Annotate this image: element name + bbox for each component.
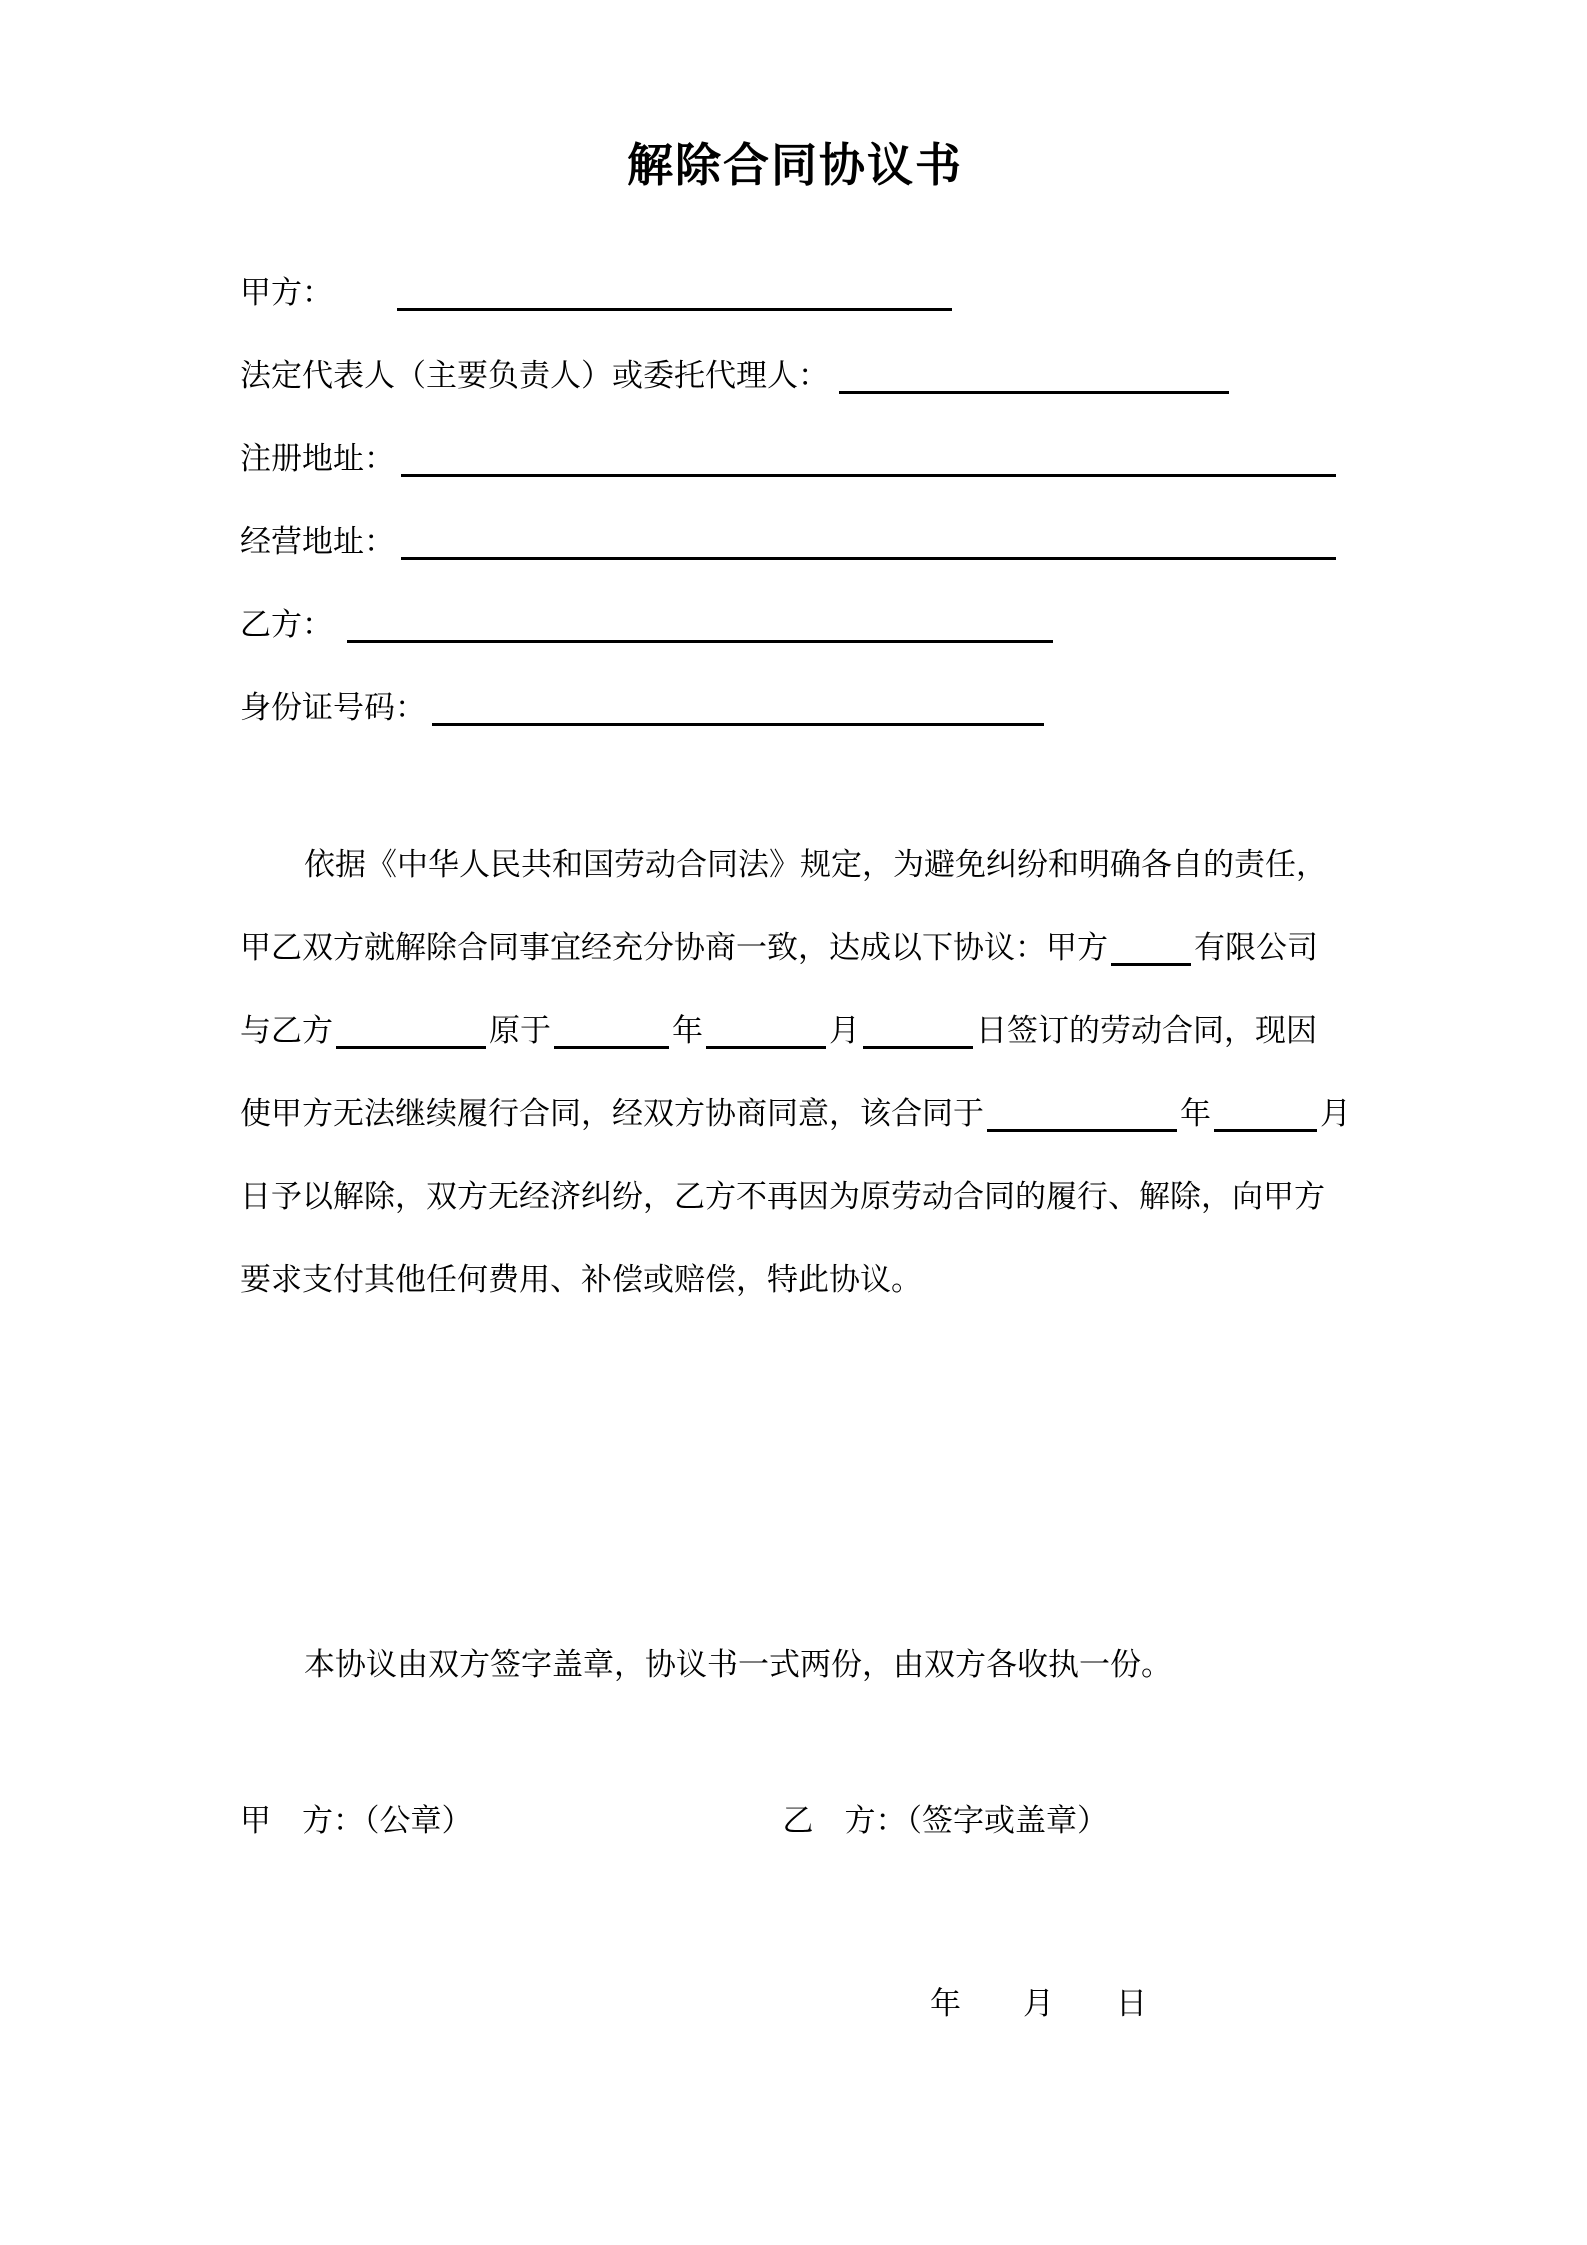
- business-address-label: 经营地址：: [240, 524, 395, 560]
- body-line-4-text-1: 使甲方无法继续履行合同，经双方协商同意，该合同于: [240, 1096, 984, 1132]
- legal-representative-blank-line[interactable]: [839, 374, 1229, 394]
- body-line-1: 依据《中华人民共和国劳动合同法》规定，为避免纠纷和明确各自的责任，: [304, 847, 1327, 883]
- company-name-blank-line[interactable]: [1111, 946, 1191, 966]
- body-line-3-text-1: 与乙方: [240, 1013, 333, 1049]
- day-label: 日: [1116, 1986, 1147, 2022]
- year-label: 年: [930, 1986, 961, 2022]
- business-address-blank-line[interactable]: [401, 540, 1336, 560]
- party-a-label: 甲方：: [240, 275, 333, 311]
- body-line-6: 要求支付其他任何费用、补偿或赔偿，特此协议。: [240, 1262, 922, 1298]
- month-label: 月: [1023, 1986, 1054, 2022]
- party-b-label: 乙方：: [240, 607, 333, 643]
- body-line-3: [240, 990, 1350, 1073]
- body-line-3-month-label: 月: [829, 1013, 860, 1049]
- body-line-5: 日予以解除，双方无经济纠纷，乙方不再因为原劳动合同的履行、解除，向甲方: [240, 1179, 1325, 1215]
- document-content: [240, 0, 1350, 2046]
- legal-representative-label: 法定代表人（主要负责人）或委托代理人：: [240, 358, 829, 394]
- signing-month-blank-line[interactable]: [706, 1029, 826, 1049]
- signing-year-blank-line[interactable]: [554, 1029, 669, 1049]
- body-line-4: [240, 1073, 1350, 1156]
- agreement-body: [240, 824, 1350, 1322]
- body-line-3-year-label: 年: [672, 1013, 703, 1049]
- registered-address-blank-line[interactable]: [401, 457, 1336, 477]
- party-b-blank-line[interactable]: [347, 623, 1053, 643]
- document-title: 解除合同协议书: [627, 138, 963, 192]
- party-a-blank-line[interactable]: [397, 291, 952, 311]
- field-row-business-address: [240, 501, 1350, 584]
- field-row-id-number: [240, 667, 1350, 750]
- signature-party-a: 甲 方：（公章）: [240, 1803, 473, 1839]
- closing-statement: 本协议由双方签字盖章，协议书一式两份，由双方各收执一份。: [304, 1647, 1172, 1683]
- body-line-2-text-1: 甲乙双方就解除合同事宜经充分协商一致，达成以下协议：甲方: [240, 930, 1108, 966]
- body-line-3-text-2: 原于: [489, 1013, 551, 1049]
- field-row-legal-representative: [240, 335, 1350, 418]
- field-row-registered-address: [240, 418, 1350, 501]
- date-line: [240, 1963, 1350, 2046]
- field-row-party-b: [240, 584, 1350, 667]
- body-line-2: [240, 907, 1350, 990]
- body-line-4-year-label: 年: [1180, 1096, 1211, 1132]
- body-line-3-text-5: 日签订的劳动合同，现因: [976, 1013, 1317, 1049]
- signature-party-b: 乙 方：（签字或盖章）: [782, 1803, 1108, 1839]
- body-line-4-month-label: 月: [1320, 1096, 1351, 1132]
- id-number-blank-line[interactable]: [432, 706, 1044, 726]
- signature-row: [240, 1780, 1350, 1863]
- employee-name-blank-line[interactable]: [336, 1029, 486, 1049]
- signing-day-blank-line[interactable]: [863, 1029, 973, 1049]
- field-row-party-a: [240, 252, 1350, 335]
- header-fields: [240, 252, 1350, 750]
- registered-address-label: 注册地址：: [240, 441, 395, 477]
- termination-month-blank-line[interactable]: [1214, 1112, 1317, 1132]
- id-number-label: 身份证号码：: [240, 690, 426, 726]
- body-line-2-text-2: 有限公司: [1194, 930, 1318, 966]
- termination-year-blank-line[interactable]: [987, 1112, 1177, 1132]
